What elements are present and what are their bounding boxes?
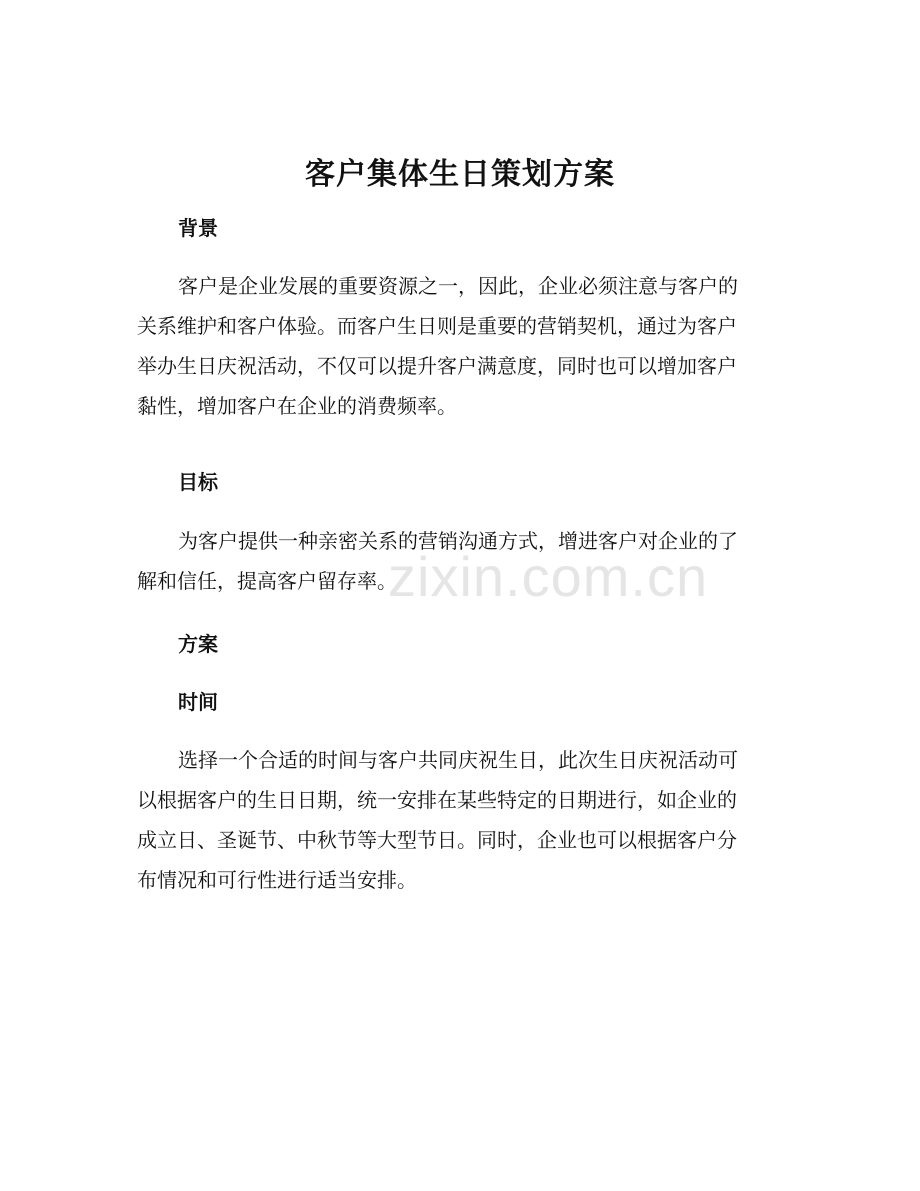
document-title: 客户集体生日策划方案 [305, 157, 615, 192]
paragraph-line: 关系维护和客户体验。而客户生日则是重要的营销契机，通过为客户 [137, 314, 737, 338]
section-paragraph-time [137, 740, 777, 900]
paragraph-line: 举办生日庆祝活动，不仅可以提升客户满意度，同时也可以增加客户 [137, 354, 737, 378]
watermark-text: zixin.com.cn [388, 545, 709, 608]
paragraph-line: 黏性，增加客户在企业的消费频率。 [137, 394, 457, 418]
section-heading-goal: 目标 [178, 470, 218, 494]
paragraph-line: 成立日、圣诞节、中秋节等大型节日。同时，企业也可以根据客户分 [137, 828, 737, 852]
paragraph-line: 为客户提供一种亲密关系的营销沟通方式，增进客户对企业的了 [178, 529, 738, 553]
section-heading-time: 时间 [178, 690, 218, 714]
paragraph-line: 以根据客户的生日日期，统一安排在某些特定的日期进行，如企业的 [137, 788, 737, 812]
section-heading-plan: 方案 [178, 632, 218, 656]
paragraph-line: 选择一个合适的时间与客户共同庆祝生日，此次生日庆祝活动可 [178, 748, 738, 772]
paragraph-line: 解和信任，提高客户留存率。 [137, 569, 397, 593]
paragraph-line: 客户是企业发展的重要资源之一，因此，企业必须注意与客户的 [178, 274, 738, 298]
section-heading-background: 背景 [178, 216, 218, 240]
paragraph-line: 布情况和可行性进行适当安排。 [137, 868, 417, 892]
section-paragraph-background [137, 266, 777, 426]
